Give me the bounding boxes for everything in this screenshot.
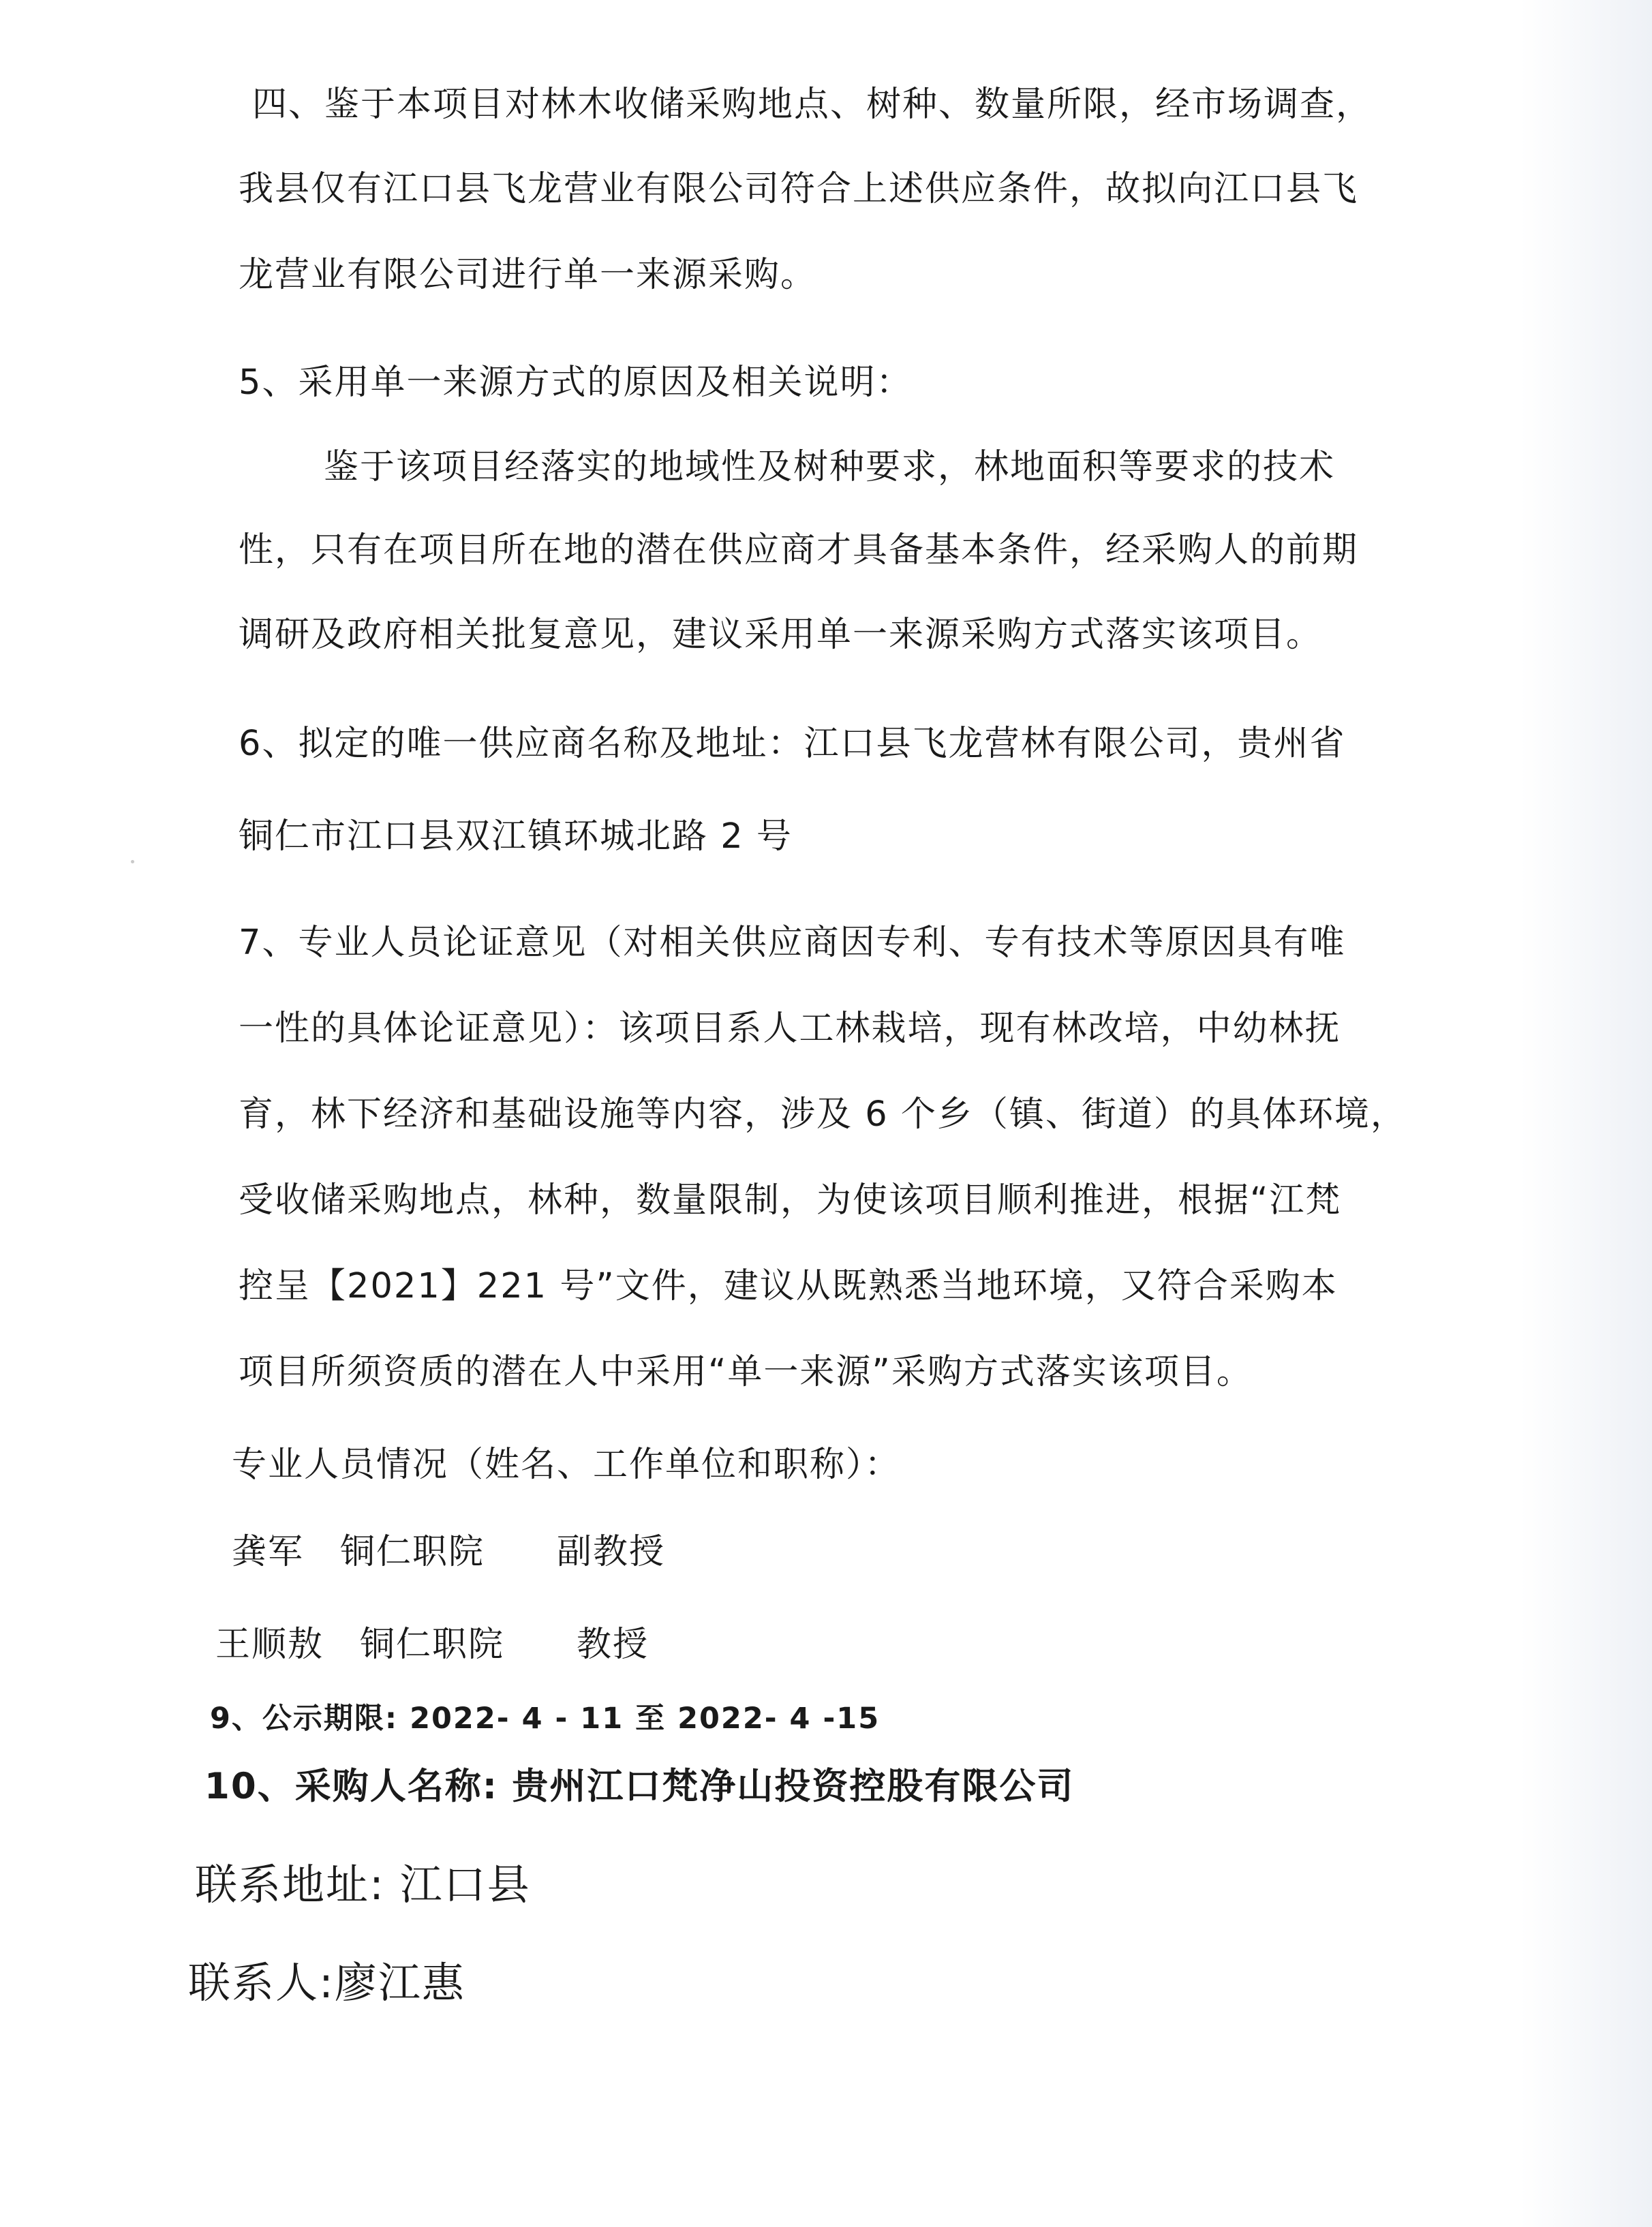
experts-heading: 专业人员情况（姓名、工作单位和职称）： (232, 1445, 901, 1485)
publicity-period: 9、公示期限: 2022- 4 - 11 至 2022- 4 -15 (210, 1702, 881, 1736)
para-4-line-1: 四、鉴于本项目对林木收储采购地点、树种、数量所限，经市场调查， (252, 85, 1373, 125)
section-7-line-3: 育，林下经济和基础设施等内容，涉及 6 个乡（镇、街道）的具体环境， (239, 1094, 1407, 1135)
para-4-line-3: 龙营业有限公司进行单一来源采购。 (239, 255, 817, 295)
expert-1: 龚军 铜仁职院 副教授 (232, 1532, 666, 1572)
section-7-line-2: 一性的具体论证意见）：该项目系人工林栽培，现有林改培，中幼林抚 (239, 1009, 1341, 1049)
scan-dot (131, 860, 134, 863)
section-7-line-5: 控呈【2021】221 号”文件，建议从既熟悉当地环境，又符合采购本 (239, 1266, 1338, 1306)
para-4-line-2: 我县仅有江口县飞龙营业有限公司符合上述供应条件，故拟向江口县飞 (239, 169, 1359, 209)
section-6-line-1: 6、拟定的唯一供应商名称及地址：江口县飞龙营林有限公司，贵州省 (239, 724, 1346, 764)
contact-address: 联系地址: 江口县 (195, 1860, 531, 1909)
purchaser-name: 10、采购人名称: 贵州江口梵净山投资控股有限公司 (204, 1766, 1075, 1807)
section-7-line-1: 7、专业人员论证意见（对相关供应商因专利、专有技术等原因具有唯 (239, 923, 1346, 963)
expert-2: 王顺敖 铜仁职院 教授 (215, 1625, 649, 1665)
section-5-line-3: 调研及政府相关批复意见，建议采用单一来源采购方式落实该项目。 (239, 615, 1323, 655)
section-5-line-2: 性，只有在项目所在地的潜在供应商才具备基本条件，经采购人的前期 (239, 530, 1359, 570)
contact-person: 联系人:廖江惠 (188, 1958, 465, 2008)
section-7-line-6: 项目所须资质的潜在人中采用“单一来源”采购方式落实该项目。 (239, 1352, 1253, 1392)
section-6-line-2: 铜仁市江口县双江镇环城北路 2 号 (239, 816, 793, 857)
section-5-line-1: 鉴于该项目经落实的地域性及树种要求，林地面积等要求的技术 (324, 447, 1336, 487)
section-5-heading: 5、采用单一来源方式的原因及相关说明： (239, 363, 913, 403)
section-7-line-4: 受收储采购地点，林种，数量限制，为使该项目顺利推进，根据“江梵 (239, 1180, 1342, 1220)
